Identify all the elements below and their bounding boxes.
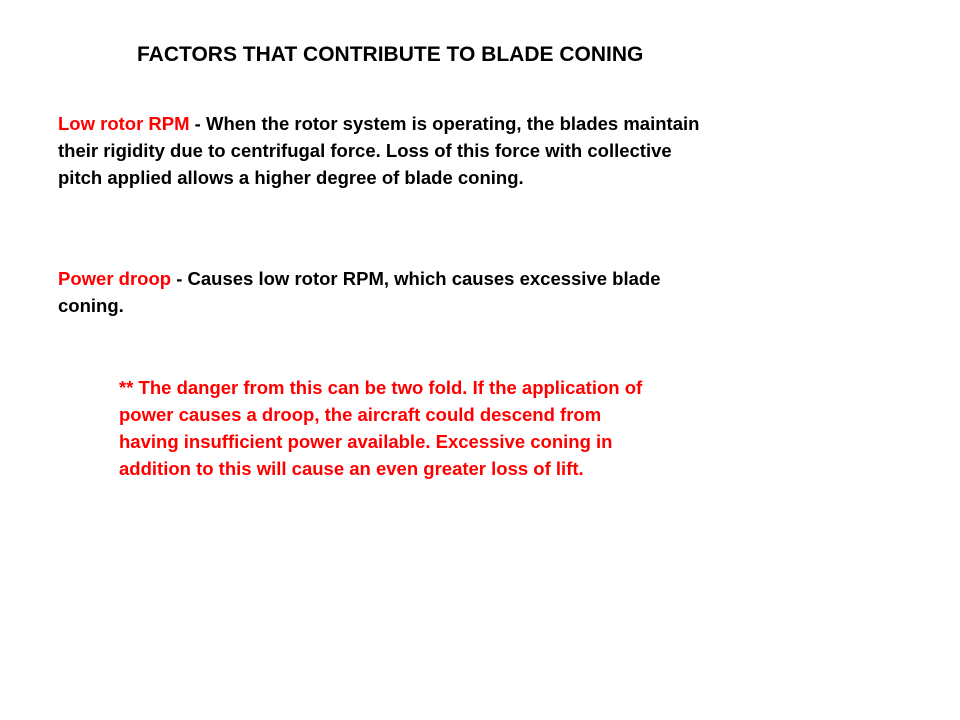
factor-power-droop (58, 265, 918, 319)
factor-text-line: their rigidity due to centrifugal force. Loss of this force with collective (58, 140, 672, 161)
factor-text: Causes low rotor RPM, which causes excessive blade (187, 268, 661, 289)
factor-term: Power droop (58, 268, 172, 289)
factor-text: When the rotor system is operating, the blades maintain (206, 113, 700, 134)
factor-separator: - (189, 113, 206, 134)
note-line: addition to this will cause an even greater loss of lift. (119, 458, 584, 479)
factor-text-line: pitch applied allows a higher degree of blade coning. (58, 167, 524, 188)
note-line: ** The danger from this can be two fold. If the application of (119, 377, 643, 398)
factor-term: Low rotor RPM (58, 113, 190, 134)
factor-separator: - (171, 268, 188, 289)
note-line: having insufficient power available. Excessive coning in (119, 431, 613, 452)
factor-low-rotor-rpm (58, 110, 918, 191)
slide-title: FACTORS THAT CONTRIBUTE TO BLADE CONING (137, 43, 644, 66)
factor-line (58, 110, 918, 137)
factor-text-line: coning. (58, 295, 124, 316)
danger-note (119, 374, 819, 482)
factor-line (58, 265, 918, 292)
note-line: power causes a droop, the aircraft could descend from (119, 404, 602, 425)
